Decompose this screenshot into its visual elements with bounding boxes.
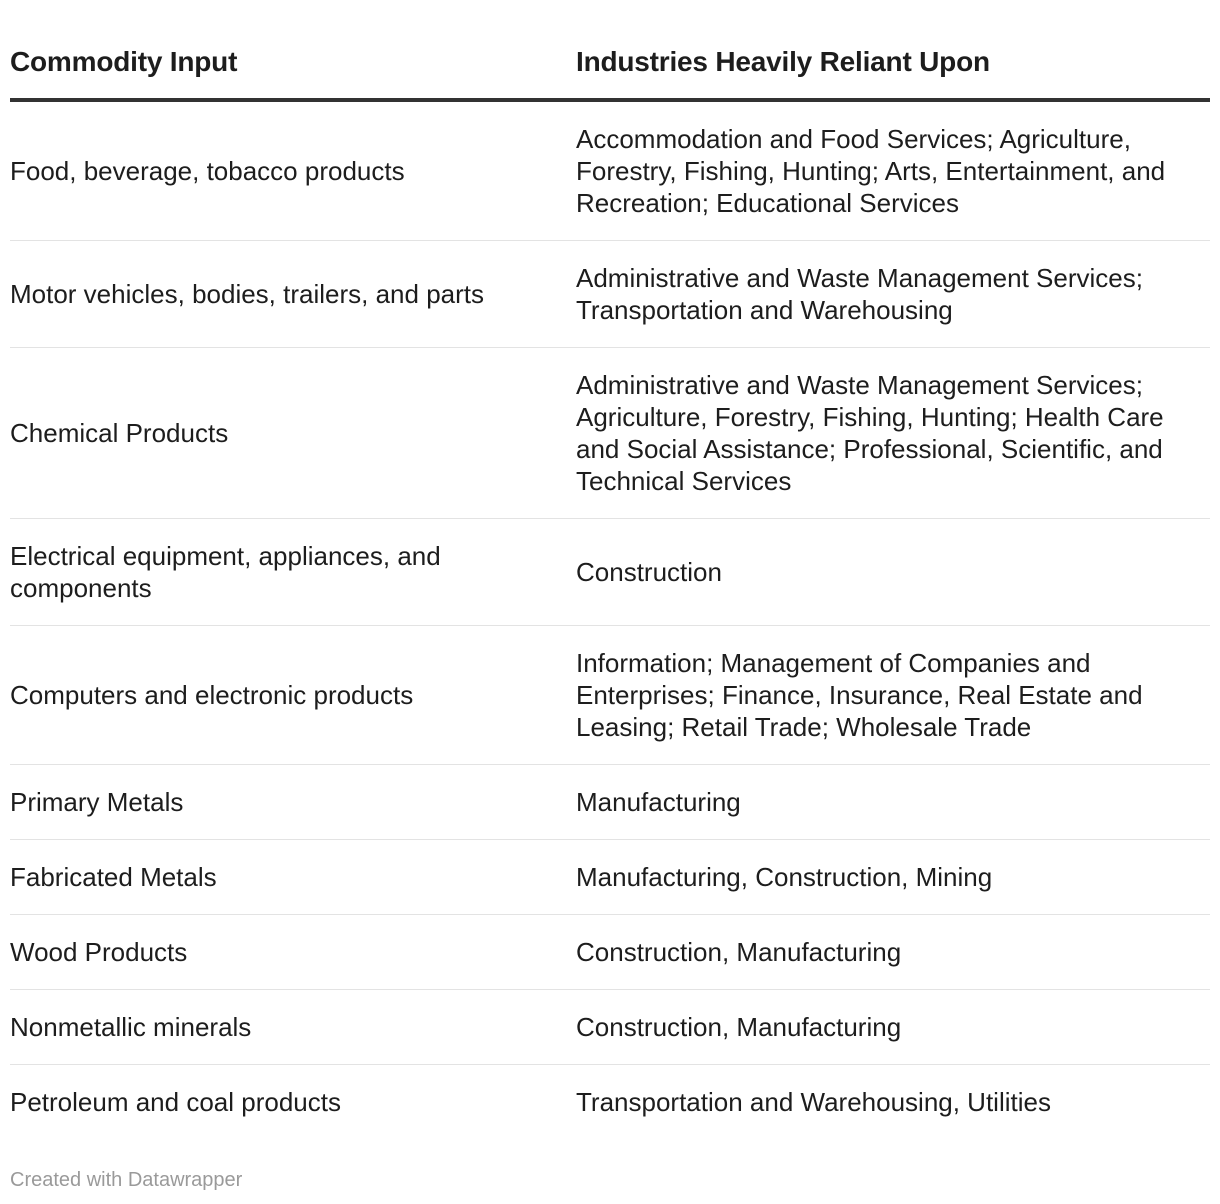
table-row	[10, 840, 1210, 915]
industries-cell: Accommodation and Food Services; Agriculture, Forestry, Fishing, Hunting; Arts, Entertainment, and Recreation; Educational Services	[576, 100, 1210, 241]
industries-cell: Construction, Manufacturing	[576, 915, 1210, 990]
commodity-cell: Motor vehicles, bodies, trailers, and parts	[10, 241, 576, 348]
table-row	[10, 915, 1210, 990]
table-row	[10, 100, 1210, 241]
table-row	[10, 241, 1210, 348]
commodity-cell: Electrical equipment, appliances, and components	[10, 519, 576, 626]
column-header-commodity-input[interactable]: Commodity Input	[10, 40, 576, 100]
table-row	[10, 1065, 1210, 1140]
industries-cell: Manufacturing	[576, 765, 1210, 840]
table-row	[10, 626, 1210, 765]
commodity-cell: Primary Metals	[10, 765, 576, 840]
column-header-industries[interactable]: Industries Heavily Reliant Upon	[576, 40, 1210, 100]
data-table-container	[10, 40, 1210, 1139]
commodity-cell: Chemical Products	[10, 348, 576, 519]
industries-cell: Construction, Manufacturing	[576, 990, 1210, 1065]
table-row	[10, 990, 1210, 1065]
industries-cell: Administrative and Waste Management Services; Agriculture, Forestry, Fishing, Hunting; Health Care and Social Assistance; Professional, Scientific, and Technical Services	[576, 348, 1210, 519]
commodity-cell: Petroleum and coal products	[10, 1087, 341, 1117]
datawrapper-credit-link[interactable]: Created with Datawrapper	[10, 1169, 243, 1191]
commodity-cell: Fabricated Metals	[10, 840, 576, 915]
industries-cell: Transportation and Warehousing, Utilities	[576, 1087, 1051, 1117]
commodity-cell: Food, beverage, tobacco products	[10, 100, 576, 241]
table-header-row	[10, 40, 1210, 100]
industries-cell: Manufacturing, Construction, Mining	[576, 840, 1210, 915]
commodity-cell: Wood Products	[10, 915, 576, 990]
table-row	[10, 519, 1210, 626]
commodity-cell: Computers and electronic products	[10, 626, 576, 765]
industries-cell: Construction	[576, 519, 1210, 626]
industries-cell: Administrative and Waste Management Services; Transportation and Warehousing	[576, 241, 1210, 348]
industries-cell: Information; Management of Companies and Enterprises; Finance, Insurance, Real Estate and Leasing; Retail Trade; Wholesale Trade	[576, 626, 1210, 765]
table-row	[10, 348, 1210, 519]
commodity-cell: Nonmetallic minerals	[10, 990, 576, 1065]
table-row	[10, 765, 1210, 840]
commodity-table	[10, 40, 1210, 1139]
